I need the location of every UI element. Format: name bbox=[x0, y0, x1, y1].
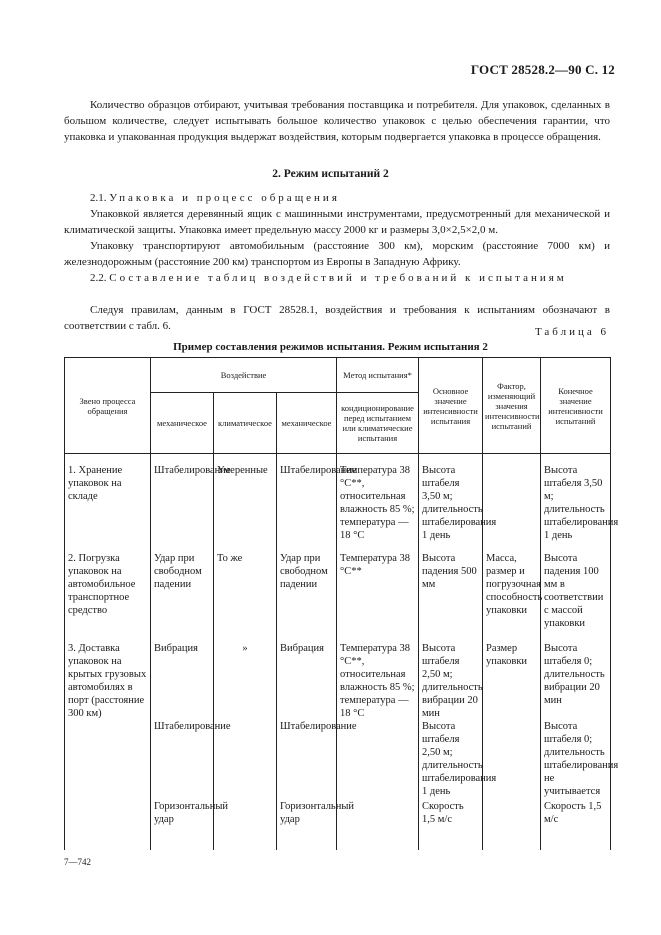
cell-mech1: Горизонтальный удар bbox=[151, 800, 214, 850]
cell-mech1: Штабелирование bbox=[151, 720, 214, 800]
table-row bbox=[65, 800, 611, 850]
cell-link: 1. Хранение упаковок на складе bbox=[65, 464, 151, 552]
cell-mech2: Удар при свободном падении bbox=[277, 552, 337, 642]
col-mech2-header: механическое bbox=[277, 393, 337, 454]
section-2-1-number: 2.1. bbox=[90, 192, 107, 204]
cell-factor bbox=[483, 464, 541, 552]
cell-conditioning: Температура 38 °С** bbox=[337, 552, 419, 642]
cell-final: Высота штабеля 3,50 м; длительность штабелирования 1 день bbox=[541, 464, 611, 552]
cell-mech2: Штабелирование bbox=[277, 464, 337, 552]
gost-header: ГОСТ 28528.2—90 С. 12 bbox=[470, 62, 615, 77]
cell-mech1: Штабелирование bbox=[151, 464, 214, 552]
section-2-1-p2: Упаковку транспортируют автомобильным (расстояние 300 км), морским (расстояние 7000 км) и железнодорожным (расстояние 200 км) транспортом из Европы в Западную Африку. bbox=[64, 240, 610, 268]
table-number: Таблица 6 bbox=[534, 326, 609, 338]
cell-factor bbox=[483, 800, 541, 850]
col-basic-header: Основное значение интенсивности испытания bbox=[419, 358, 483, 454]
cell-basic: Высота штабеля 3,50 м; длительность штабелирования 1 день bbox=[419, 464, 483, 552]
col-conditioning-header: кондиционирование перед испытанием или климатические испытания bbox=[337, 393, 419, 454]
table-row bbox=[65, 464, 611, 552]
table-row bbox=[65, 552, 611, 642]
table-title: Пример составления режимов испытания. Режим испытания 2 bbox=[173, 341, 488, 353]
cell-climate: Умеренные bbox=[214, 464, 277, 552]
table-row bbox=[65, 642, 611, 720]
section-2-2-p1: Следуя правилам, данным в ГОСТ 28528.1, воздействия и требования к испытаниям обозначают в соответствии с табл. 6. bbox=[64, 304, 610, 332]
section-2-2-number: 2.2. bbox=[90, 272, 107, 284]
cell-link: 3. Доставка упаковок на крытых грузовых автомобилях в порт (расстояние 300 км) bbox=[65, 642, 151, 720]
cell-final: Высота штабеля 0; длительность вибрации 20 мин bbox=[541, 642, 611, 720]
col-mech1-header: механическое bbox=[151, 393, 214, 454]
test-mode-table bbox=[64, 357, 619, 850]
cell-basic: Скорость 1,5 м/с bbox=[419, 800, 483, 850]
intro-paragraph: Количество образцов отбирают, учитывая требования поставщика и потребителя. Для упаковок, сделанных в большом количестве, следует испытывать большое количество упаковок с целью обеспечения гарантии, что упаковка и упакованная продукция выдержат воздействия, которым подвергается упаковка в процессе обращения. bbox=[64, 99, 610, 143]
cell-climate: То же bbox=[214, 552, 277, 642]
cell-link bbox=[65, 720, 151, 800]
cell-conditioning: Температура 38 °С**, относительная влажность 85 %; температура — 18 °С bbox=[337, 642, 419, 720]
cell-basic: Высота падения 500 мм bbox=[419, 552, 483, 642]
cell-mech2: Штабелирование bbox=[277, 720, 337, 800]
col-climate-header: климатическое bbox=[214, 393, 277, 454]
cell-factor: Размер упаковки bbox=[483, 642, 541, 720]
cell-factor: Масса, размер и погрузочная способность упаковки bbox=[483, 552, 541, 642]
cell-link bbox=[65, 800, 151, 850]
col-factor-header: Фактор, изменяющий значения интенсивности испытаний bbox=[483, 358, 541, 454]
cell-conditioning bbox=[337, 720, 419, 800]
cell-climate bbox=[214, 720, 277, 800]
table-row bbox=[65, 720, 611, 800]
cell-link: 2. Погрузка упаковок на автомобильное транспортное средство bbox=[65, 552, 151, 642]
cell-final: Высота падения 100 мм в соответствии с массой упаковки bbox=[541, 552, 611, 642]
section-2-1-title bbox=[64, 190, 610, 206]
cell-mech1: Вибрация bbox=[151, 642, 214, 720]
cell-final: Высота штабеля 0; длительность штабелирования не учитывается bbox=[541, 720, 611, 800]
cell-conditioning: Температура 38 °С**, относительная влажность 85 %; температура — 18 °С bbox=[337, 464, 419, 552]
section-2-2-title bbox=[64, 270, 610, 286]
footer-code: 7—742 bbox=[64, 857, 91, 867]
col-impact-header: Воздействие bbox=[151, 358, 337, 393]
cell-mech2: Вибрация bbox=[277, 642, 337, 720]
cell-climate: » bbox=[214, 642, 277, 720]
cell-final: Скорость 1,5 м/с bbox=[541, 800, 611, 850]
col-method-header: Метод испытания* bbox=[337, 358, 419, 393]
section-2-2-title-text: Составление таблиц воздействий и требований к испытаниям bbox=[109, 272, 567, 284]
section-heading: 2. Режим испытаний 2 bbox=[272, 168, 389, 180]
col-final-header: Конечное значение интенсивности испытаний bbox=[541, 358, 611, 454]
section-2-1-title-text: Упаковка и процесс обращения bbox=[109, 192, 340, 204]
section-2-1-p1: Упаковкой является деревянный ящик с машинными инструментами, предусмотренный для механической и климатической защиты. Упаковка имеет предельную массу 2000 кг и размеры 3,0×2,5×2,0 м. bbox=[64, 208, 610, 236]
cell-mech2: Горизонтальный удар bbox=[277, 800, 337, 850]
col-link-header: Звено процесса обращения bbox=[65, 358, 151, 454]
cell-basic: Высота штабеля 2,50 м; длительность вибрации 20 мин bbox=[419, 642, 483, 720]
cell-mech1: Удар при свободном падении bbox=[151, 552, 214, 642]
cell-basic: Высота штабеля 2,50 м; длительность штабелирования 1 день bbox=[419, 720, 483, 800]
cell-factor bbox=[483, 720, 541, 800]
